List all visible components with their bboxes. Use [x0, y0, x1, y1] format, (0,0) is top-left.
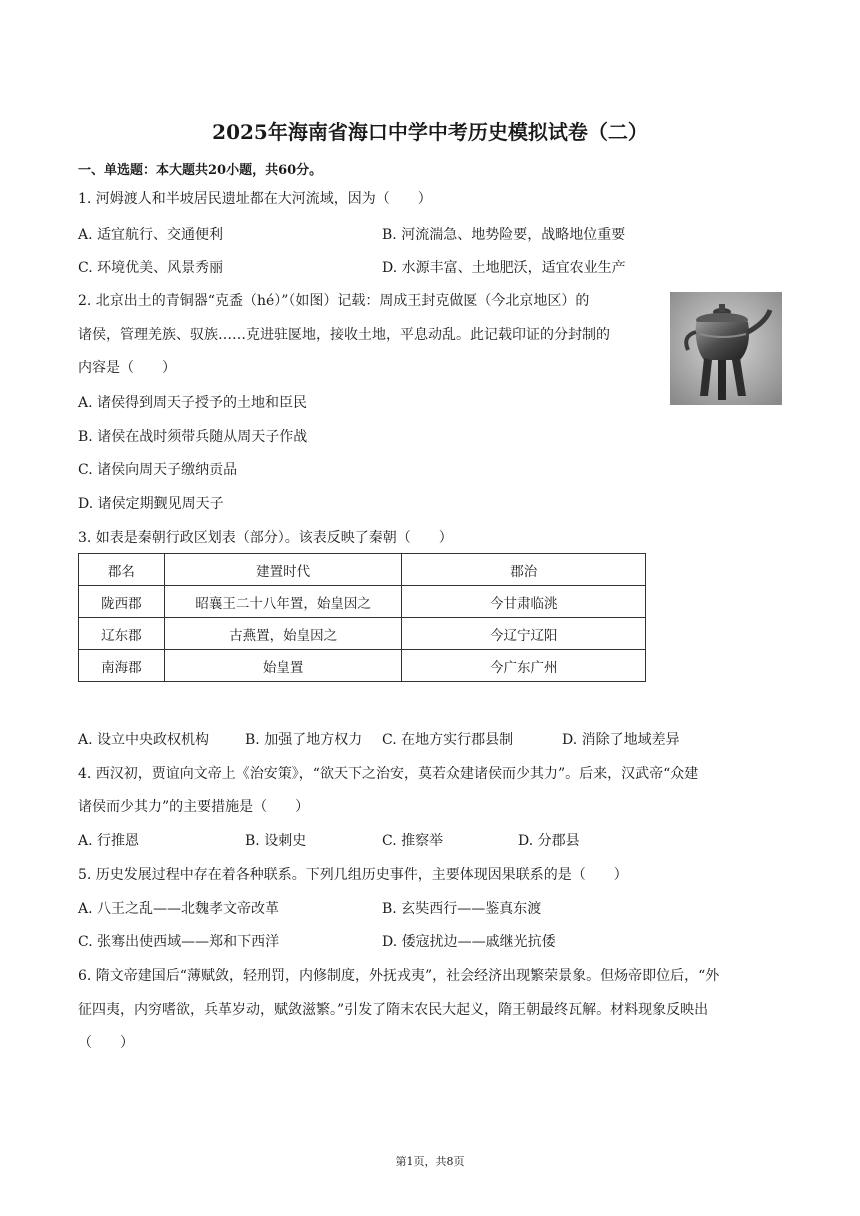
q4-option-c: C. 推察举: [382, 833, 444, 849]
q2-stem-line-3: 内容是（ ）: [78, 360, 176, 376]
q1-option-d: D. 水源丰富、土地肥沃，适宜农业生产: [382, 260, 626, 276]
q4-option-a: A. 行推恩: [78, 833, 140, 849]
q5-stem: 5. 历史发展过程中存在着各种联系。下列几组历史事件，主要体现因果联系的是（ ）: [78, 867, 628, 883]
table-cell: 陇西郡: [79, 586, 165, 618]
q3-option-a: A. 设立中央政权机构: [78, 732, 210, 748]
q3-option-d: D. 消除了地域差异: [562, 732, 680, 748]
page-footer: 第1页，共8页: [395, 1155, 465, 1168]
q1-option-b: B. 河流湍急、地势险要，战略地位重要: [382, 227, 626, 243]
q6-stem-line-3: （ ）: [78, 1035, 134, 1051]
page-title: 2025年海南省海口中学中考历史模拟试卷（二）: [212, 120, 648, 144]
table-header-cell: 郡治: [402, 554, 646, 586]
table-header-cell: 郡名: [79, 554, 165, 586]
section-heading: 一、单选题：本大题共20小题，共60分。: [78, 163, 323, 178]
table-header-row: [79, 554, 646, 586]
q2-option-a: A. 诸侯得到周天子授予的土地和臣民: [78, 395, 308, 411]
table-cell: 今甘肃临洮: [402, 586, 646, 618]
q2-option-c: C. 诸侯向周天子缴纳贡品: [78, 462, 238, 478]
q2-stem-line-2: 诸侯，管理羌族、驭族……克进驻匽地，接收土地，平息动乱。此记载印证的分封制的: [78, 327, 610, 343]
q4-option-b: B. 设刺史: [245, 833, 307, 849]
q1-option-a: A. 适宜航行、交通便利: [78, 227, 224, 243]
table-cell: 今广东广州: [402, 650, 646, 682]
q3-option-b: B. 加强了地方权力: [245, 732, 363, 748]
bronze-he-vessel-image: [670, 292, 782, 405]
table-cell: 南海郡: [79, 650, 165, 682]
q4-stem-line-1: 4. 西汉初，贾谊向文帝上《治安策》，“欲天下之治安，莫若众建诸侯而少其力”。后来，汉武帝“众建: [78, 766, 699, 782]
q3-stem: 3. 如表是秦朝行政区划表（部分）。该表反映了秦朝（ ）: [78, 530, 453, 546]
q1-option-c: C. 环境优美、风景秀丽: [78, 260, 224, 276]
q4-option-d: D. 分郡县: [518, 833, 580, 849]
table-cell: 古燕置，始皇因之: [164, 618, 402, 650]
q4-stem-line-2: 诸侯而少其力”的主要措施是（ ）: [78, 799, 310, 815]
table-cell: 今辽宁辽阳: [402, 618, 646, 650]
q6-stem-line-2: 征四夷，内穷嗜欲，兵革岁动，赋敛滋繁。”引发了隋末农民大起义，隋王朝最终瓦解。材料现象反映出: [78, 1002, 709, 1018]
q5-option-b: B. 玄奘西行——鉴真东渡: [382, 901, 542, 917]
table-row: [79, 650, 646, 682]
q3-option-c: C. 在地方实行郡县制: [382, 732, 514, 748]
table-row: [79, 618, 646, 650]
table-row: [79, 586, 646, 618]
table-cell: 昭襄王二十八年置，始皇因之: [164, 586, 402, 618]
q2-option-d: D. 诸侯定期觐见周天子: [78, 496, 224, 512]
q5-option-a: A. 八王之乱——北魏孝文帝改革: [78, 901, 280, 917]
q5-option-d: D. 倭寇扰边——戚继光抗倭: [382, 934, 556, 950]
table-cell: 始皇置: [164, 650, 402, 682]
table-cell: 辽东郡: [79, 618, 165, 650]
q2-stem-line-1: 2. 北京出土的青铜器“克盉（hé）”（如图）记载：周成王封克做匽（今北京地区）的: [78, 293, 590, 309]
q6-stem-line-1: 6. 隋文帝建国后“薄赋敛，轻刑罚，内修制度，外抚戎夷”，社会经济出现繁荣景象。但炀帝即位后，“外: [78, 968, 720, 984]
q2-option-b: B. 诸侯在战时须带兵随从周天子作战: [78, 429, 308, 445]
qin-administrative-table: [78, 553, 646, 682]
table-header-cell: 建置时代: [164, 554, 402, 586]
q1-stem: 1. 河姆渡人和半坡居民遗址都在大河流域，因为（ ）: [78, 191, 432, 207]
q5-option-c: C. 张骞出使西域——郑和下西洋: [78, 934, 280, 950]
